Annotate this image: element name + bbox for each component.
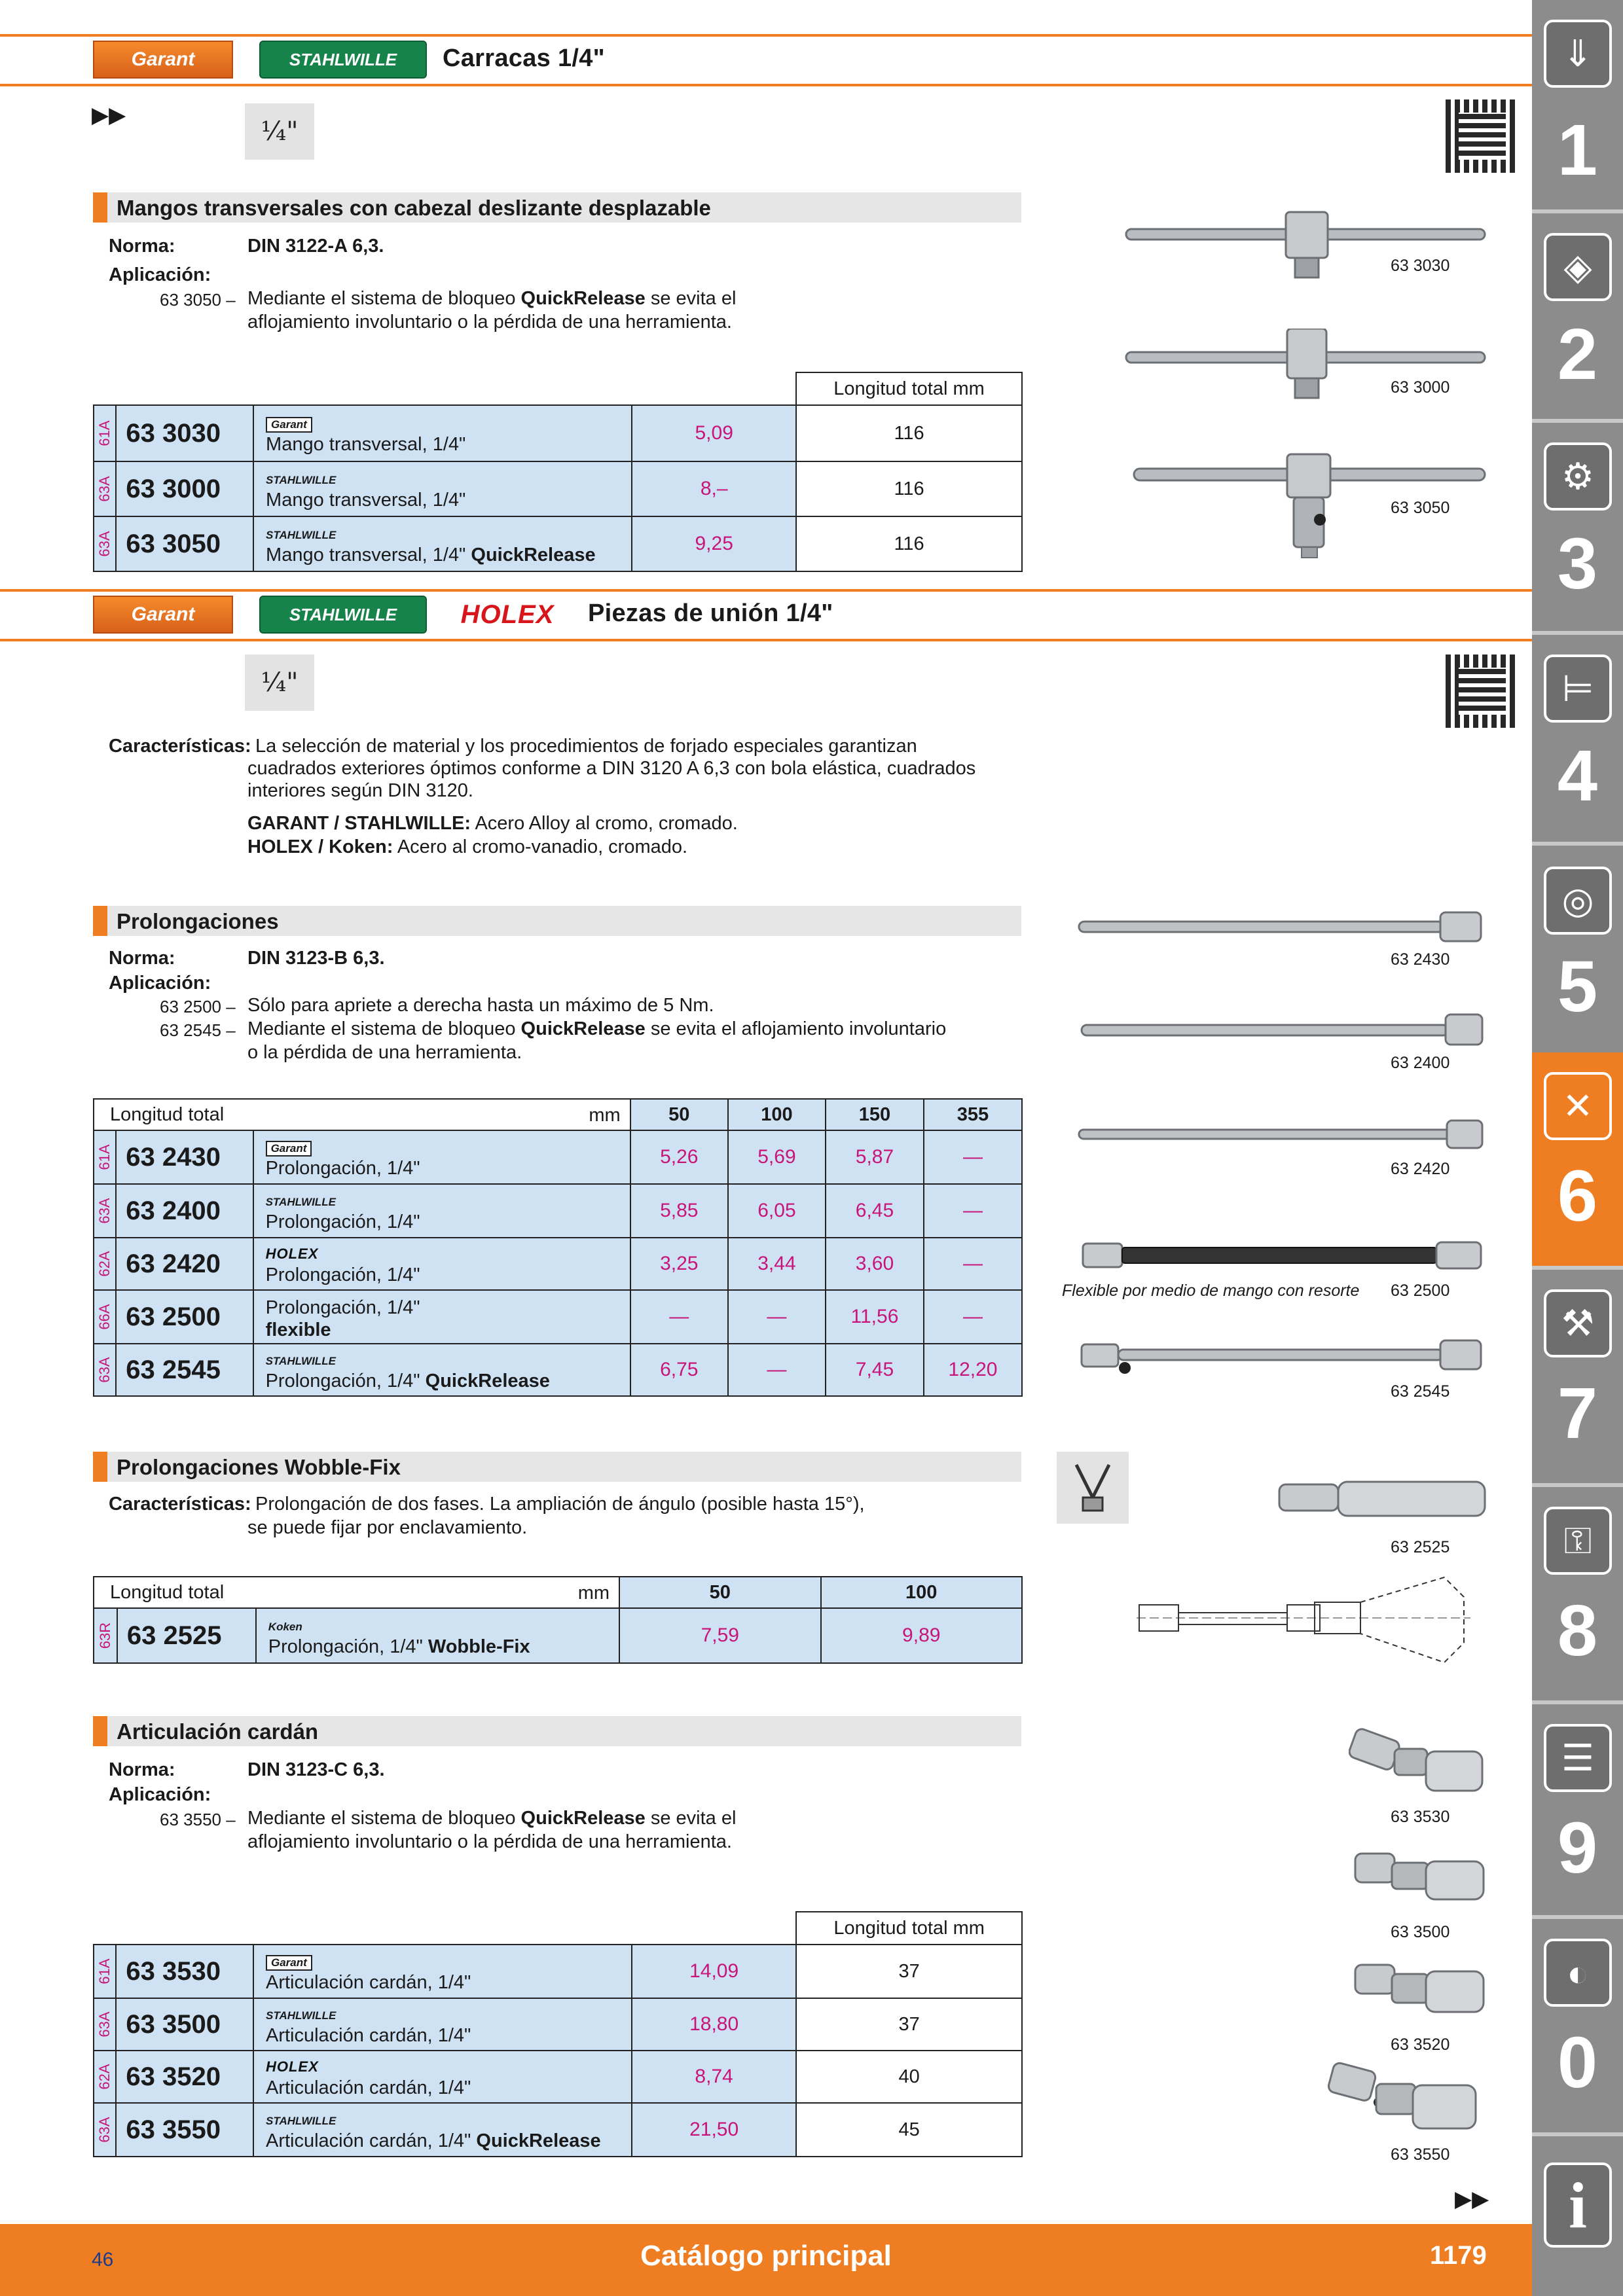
col-header-longitud: Longitud total mm (796, 372, 1022, 405)
tab-chapter-1[interactable] (1532, 0, 1623, 209)
section-heading-prolongaciones-text: Prolongaciones (117, 909, 279, 933)
aplicacion-label: Aplicación: (109, 973, 211, 994)
cardan-joint-image-1 (1349, 1725, 1486, 1797)
garant-logo (93, 41, 233, 79)
table-row: 63A 63 3050 STAHLWILLE Mango transversal, 1/4" QuickRelease 9,25 116 (94, 516, 1022, 571)
price: 5,69 (728, 1130, 826, 1184)
norma-value: DIN 3123-B 6,3. (247, 948, 385, 969)
tab-chapter-0[interactable] (1532, 1919, 1623, 2132)
size-badge: ¼" (245, 103, 314, 160)
col-header: 50 (619, 1577, 820, 1608)
table-row: 66A 63 2500 Prolongación, 1/4" flexible — — 11,56 — (94, 1290, 1022, 1344)
length-value: 37 (796, 1998, 1022, 2051)
price: 12,20 (924, 1344, 1022, 1396)
section-heading-prolongaciones (93, 906, 1021, 936)
article-number[interactable]: 63 2545 (126, 1355, 221, 1384)
caption-63-2420: 63 2420 (1391, 1160, 1450, 1178)
article-number[interactable]: 63 2525 (126, 1621, 222, 1650)
next-page-arrows-icon[interactable]: ▶▶ (1455, 2187, 1489, 2212)
length-value: 116 (796, 461, 1022, 516)
tool-set-icon: ⚿ (1544, 1507, 1612, 1575)
table-row: 63A 63 3500 STAHLWILLE Articulación cardán, 1/4" 18,80 37 (94, 1998, 1022, 2051)
stahlwille-logo (259, 41, 427, 79)
section-title-piezas: Piezas de unión 1/4" (588, 600, 833, 627)
tab-chapter-6-active[interactable] (1532, 1052, 1623, 1266)
garant-logo-text: Garant (131, 48, 195, 70)
cardan-joint-image-2 (1351, 1844, 1486, 1910)
safety-gear-icon: ◐ (1544, 1939, 1612, 2007)
price: — (728, 1290, 826, 1344)
extension-bar-image-3 (1074, 1115, 1486, 1155)
stahlwille-mini-logo: STAHLWILLE (265, 2009, 337, 2022)
price: 6,05 (728, 1184, 826, 1238)
col-header: 150 (826, 1099, 924, 1130)
price: 21,50 (632, 2103, 796, 2157)
footer-bar (0, 2224, 1532, 2296)
koken-mini-logo: Koken (268, 1620, 302, 1633)
article-number[interactable]: 63 2500 (126, 1302, 221, 1331)
section-heading-cardan-text: Articulación cardán (117, 1719, 319, 1744)
tab-chapter-8[interactable] (1532, 1487, 1623, 1700)
caption-63-2525: 63 2525 (1391, 1538, 1450, 1556)
car-line1: La selección de material y los procedimientos de forjado especiales garantizan (255, 736, 917, 757)
holex-mini-logo: HOLEX (265, 2058, 319, 2075)
price: 6,75 (630, 1344, 728, 1396)
tab-chapter-2[interactable] (1532, 213, 1623, 419)
caption-63-3500: 63 3500 (1391, 1923, 1450, 1941)
tab-number: 9 (1557, 1808, 1598, 1888)
length-value: 37 (796, 1945, 1022, 1998)
table-row: 62A 63 2420 HOLEX Prolongación, 1/4" 3,25 3,44 3,60 — (94, 1238, 1022, 1290)
section-title-carracas: Carracas 1/4" (443, 45, 605, 72)
norma-label: Norma: (109, 1759, 175, 1780)
cardan-app-line1: Mediante el sistema de bloqueo QuickRelease se evita el (247, 1808, 737, 1829)
app-code: 63 2545 – (160, 1020, 236, 1040)
material-line2: HOLEX / Koken: Acero al cromo-vanadio, cromado. (247, 836, 688, 857)
hammer-pliers-icon: ⚒ (1544, 1289, 1612, 1357)
quickrelease-extension-image (1074, 1336, 1486, 1382)
length-value: 116 (796, 516, 1022, 571)
caption-63-3530: 63 3530 (1391, 1808, 1450, 1826)
col-header-longitud: Longitud total (110, 1581, 225, 1603)
price: 9,89 (821, 1608, 1023, 1663)
material-line1: GARANT / STAHLWILLE: Acero Alloy al cromo, cromado. (247, 813, 738, 834)
header-rule-bottom (0, 639, 1532, 641)
car-line2: cuadrados exteriores óptimos conforme a DIN 3120 A 6,3 con bola elástica, cuadrados (247, 758, 976, 779)
col-header-unit: mm (589, 1105, 621, 1126)
caption-63-2430: 63 2430 (1391, 950, 1450, 969)
table-row: 63A 63 3550 STAHLWILLE Articulación cardán, 1/4" QuickRelease 21,50 45 (94, 2103, 1022, 2157)
cardan-app-line2: aflojamiento involuntario o la pérdida de una herramienta. (247, 1831, 732, 1852)
stahlwille-logo-text: STAHLWILLE (289, 49, 397, 69)
table-mangos (93, 372, 1023, 572)
article-number[interactable]: 63 3000 (126, 474, 221, 503)
table-cardan (93, 1911, 1023, 2157)
article-number[interactable]: 63 2400 (126, 1196, 221, 1225)
app1-text: Sólo para apriete a derecha hasta un máximo de 5 Nm. (247, 995, 714, 1016)
article-number[interactable]: 63 3520 (126, 2062, 221, 2091)
price: 7,59 (619, 1608, 820, 1663)
aplicacion-label: Aplicación: (109, 1784, 211, 1805)
header-rule-bottom (0, 84, 1532, 86)
table-row: 63A 63 2400 STAHLWILLE Prolongación, 1/4" 5,85 6,05 6,45 — (94, 1184, 1022, 1238)
caliper-icon: ⊨ (1544, 655, 1612, 723)
tab-info[interactable] (1532, 2136, 1623, 2296)
tab-number: 2 (1557, 314, 1598, 395)
app2-line2: o la pérdida de una herramienta. (247, 1042, 522, 1063)
price: — (728, 1344, 826, 1396)
col-header: 100 (821, 1577, 1023, 1608)
tab-chapter-5[interactable] (1532, 846, 1623, 1052)
tab-number: 3 (1557, 524, 1598, 604)
table-wobble (93, 1576, 1023, 1664)
wobble-technical-drawing (1137, 1571, 1470, 1669)
table-prolongaciones (93, 1098, 1023, 1397)
app-code: 63 2500 – (160, 997, 236, 1016)
app2-line1: Mediante el sistema de bloqueo QuickRelease se evita el aflojamiento involuntario (247, 1018, 947, 1039)
tab-number: 8 (1557, 1590, 1598, 1671)
length-value: 116 (796, 405, 1022, 461)
wobble-car-line2: se puede fijar por enclavamiento. (247, 1517, 528, 1538)
article-number[interactable]: 63 2420 (126, 1249, 221, 1278)
table-row: 61A 63 2430 Garant Prolongación, 1/4" 5,26 5,69 5,87 — (94, 1130, 1022, 1184)
footer-title: Catálogo principal (640, 2240, 892, 2272)
article-number[interactable]: 63 3550 (126, 2115, 221, 2144)
caption-63-2400: 63 2400 (1391, 1054, 1450, 1072)
price: 14,09 (632, 1945, 796, 1998)
price: 9,25 (632, 516, 796, 571)
price: 6,45 (826, 1184, 924, 1238)
cardan-joint-image-3 (1351, 1957, 1486, 2022)
app-line2: aflojamiento involuntario o la pérdida de una herramienta. (247, 312, 732, 332)
table-row: 63R 63 2525 Koken Prolongación, 1/4" Wobble-Fix 7,59 9,89 (94, 1608, 1022, 1663)
stahlwille-mini-logo: STAHLWILLE (266, 473, 337, 486)
flexible-note: Flexible por medio de mango con resorte (1062, 1282, 1360, 1300)
price: — (924, 1238, 1022, 1290)
wobble-car-line1: Prolongación de dos fases. La ampliación de ángulo (posible hasta 15°), (255, 1494, 865, 1515)
tab-number: 6 (1557, 1156, 1598, 1236)
article-number[interactable]: 63 3530 (126, 1956, 221, 1986)
tab-chapter-7[interactable] (1532, 1270, 1623, 1483)
table-row: 62A 63 3520 HOLEX Articulación cardán, 1/4" 8,74 40 (94, 2051, 1022, 2103)
caption-63-3550: 63 3550 (1391, 2145, 1450, 2164)
holex-logo-text: HOLEX (460, 600, 555, 629)
caption-63-2500: 63 2500 (1391, 1282, 1450, 1300)
price: 8,74 (632, 2051, 796, 2103)
holex-mini-logo: HOLEX (265, 1245, 319, 1262)
col-header-longitud: Longitud total mm (796, 1912, 1022, 1945)
caption-63-3030: 63 3030 (1391, 257, 1450, 275)
holex-logo (452, 596, 563, 634)
saw-blade-icon: ◎ (1544, 867, 1612, 935)
app-line1: Mediante el sistema de bloqueo QuickRelease se evita el (247, 288, 737, 309)
tab-number: 5 (1557, 946, 1598, 1027)
tap-icon: ⚙ (1544, 442, 1612, 511)
caption-63-2545: 63 2545 (1391, 1382, 1450, 1401)
header-rule-top (0, 589, 1532, 592)
footer-page-left: 46 (92, 2249, 114, 2270)
norma-label: Norma: (109, 948, 175, 969)
article-number[interactable]: 63 3030 (126, 418, 221, 448)
tab-number: 7 (1557, 1373, 1598, 1454)
caption-63-3520: 63 3520 (1391, 2036, 1450, 2054)
col-header: 50 (630, 1099, 728, 1130)
price: 3,25 (630, 1238, 728, 1290)
section-heading-wobble-text: Prolongaciones Wobble-Fix (117, 1455, 401, 1479)
section-heading-cardan (93, 1716, 1021, 1746)
flexible-extension-image (1074, 1234, 1486, 1276)
table-row: 61A 63 3530 Garant Articulación cardán, 1/4" 14,09 37 (94, 1945, 1022, 1998)
info-icon: i (1544, 2162, 1612, 2248)
extension-bar-image-2 (1074, 1011, 1486, 1050)
stahlwille-mini-logo: STAHLWILLE (266, 528, 337, 541)
article-number[interactable]: 63 3500 (126, 2009, 221, 2039)
extension-bar-image-1 (1074, 907, 1486, 946)
stahlwille-mini-logo: STAHLWILLE (265, 1195, 336, 1208)
stahlwille-logo-text: STAHLWILLE (289, 604, 397, 624)
price: 7,45 (826, 1344, 924, 1396)
price: 8,– (632, 461, 796, 516)
garant-mini-logo: Garant (266, 417, 312, 433)
wobble-angle-icon (1057, 1452, 1129, 1524)
norma-label: Norma: (109, 236, 175, 257)
drill-icon: ⇓ (1544, 20, 1612, 88)
length-value: 45 (796, 2103, 1022, 2157)
article-number[interactable]: 63 2430 (126, 1142, 221, 1172)
price: 3,44 (728, 1238, 826, 1290)
price: 5,87 (826, 1130, 924, 1184)
caption-63-3050: 63 3050 (1391, 499, 1450, 517)
col-header: 355 (924, 1099, 1022, 1130)
section-heading-mangos-text: Mangos transversales con cabezal deslizante desplazable (117, 196, 711, 220)
price: 3,60 (826, 1238, 924, 1290)
header-rule-top (0, 34, 1532, 37)
size-badge: ¼" (245, 655, 314, 711)
section-heading-wobble (93, 1452, 1021, 1482)
next-arrows-icon: ▶▶ (92, 103, 126, 128)
stahlwille-mini-logo: STAHLWILLE (265, 2114, 337, 2127)
caracteristicas-label: Características: (109, 1494, 251, 1515)
caption-63-3000: 63 3000 (1391, 378, 1450, 397)
app-code: 63 3050 – (160, 290, 236, 310)
garant-logo-text: Garant (131, 603, 195, 625)
stahlwille-mini-logo: STAHLWILLE (265, 1354, 336, 1367)
cardan-joint-image-4 (1326, 2060, 1486, 2139)
price: — (630, 1290, 728, 1344)
table-row: 63A 63 3000 STAHLWILLE Mango transversal, 1/4" 8,– 116 (94, 461, 1022, 516)
insert-icon: ◈ (1544, 233, 1612, 301)
tab-chapter-3[interactable] (1532, 423, 1623, 631)
price: 5,09 (632, 405, 796, 461)
price: 5,26 (630, 1130, 728, 1184)
tab-number: 0 (1557, 2022, 1598, 2103)
tab-number: 1 (1557, 110, 1598, 190)
tab-chapter-9[interactable] (1532, 1704, 1623, 1915)
col-header: 100 (728, 1099, 826, 1130)
app-code: 63 3550 – (160, 1810, 236, 1829)
car-line3: interiores según DIN 3120. (247, 780, 473, 801)
qr-code-icon[interactable] (1446, 655, 1519, 728)
section-heading-mangos (93, 192, 1021, 223)
qr-code-icon[interactable] (1446, 99, 1519, 173)
price: 5,85 (630, 1184, 728, 1238)
garant-logo (93, 596, 233, 634)
col-header-longitud: Longitud total (110, 1103, 225, 1125)
price: — (924, 1184, 1022, 1238)
workbench-cabinet-icon: ☰ (1544, 1724, 1612, 1792)
length-value: 40 (796, 2051, 1022, 2103)
wobble-extension-image (1275, 1473, 1487, 1525)
garant-mini-logo: Garant (266, 1141, 312, 1157)
tab-chapter-4[interactable] (1532, 635, 1623, 842)
caracteristicas-label: Características: (109, 736, 251, 757)
table-row: 61A 63 3030 Garant Mango transversal, 1/4" 5,09 116 (94, 405, 1022, 461)
table-row: 63A 63 2545 STAHLWILLE Prolongación, 1/4" QuickRelease 6,75 — 7,45 12,20 (94, 1344, 1022, 1396)
norma-value: DIN 3123-C 6,3. (247, 1759, 385, 1780)
wrench-screwdriver-icon: ✕ (1544, 1072, 1612, 1140)
aplicacion-label: Aplicación: (109, 264, 211, 285)
tab-number: 4 (1557, 736, 1598, 816)
price: — (924, 1290, 1022, 1344)
norma-value: DIN 3122-A 6,3. (247, 236, 384, 257)
stahlwille-logo (259, 596, 427, 634)
article-number[interactable]: 63 3050 (126, 529, 221, 558)
price: 18,80 (632, 1998, 796, 2051)
footer-page-right: 1179 (1430, 2241, 1487, 2270)
col-header-unit: mm (577, 1583, 610, 1604)
price: — (924, 1130, 1022, 1184)
garant-mini-logo: Garant (266, 1955, 312, 1971)
price: 11,56 (826, 1290, 924, 1344)
